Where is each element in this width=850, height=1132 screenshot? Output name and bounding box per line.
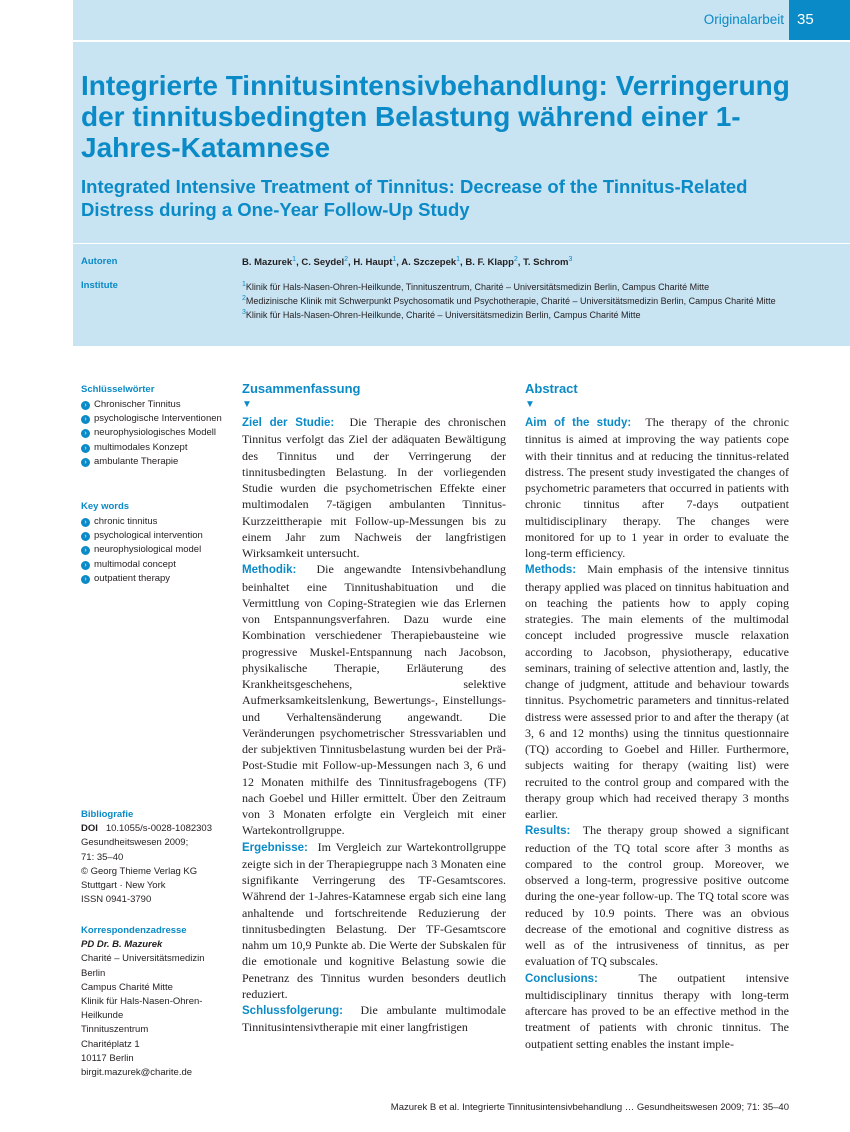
author-affiliation-mark: 1: [392, 256, 397, 263]
keyword-item: [81, 426, 231, 440]
keyword-text: chronic tinnitus: [94, 516, 158, 527]
author-affiliation-mark: 1: [456, 256, 461, 263]
doi-label: DOI: [81, 823, 98, 835]
abstract-section-label: Conclusions:: [525, 972, 598, 985]
keyword-text: multimodal concept: [94, 558, 176, 570]
abstract-paragraph: [525, 970, 789, 1052]
institute-line: [242, 279, 802, 293]
bibliography-line: Stuttgart · New York: [81, 880, 166, 892]
abstract-section-label: Aim of the study:: [525, 417, 632, 429]
keyword-item: [81, 441, 231, 455]
abstract-section-label: Ergebnisse:: [242, 841, 308, 854]
bibliography-line: ISSN 0941-3790: [81, 894, 152, 906]
author-separator: ,: [348, 257, 354, 269]
section-label: Originalarbeit: [703, 12, 784, 27]
abstract-section-text: Die Therapie des chronischen Tinnitus verfolgt das Ziel der adäquaten Bewältigung des Tinnitus und der Verringerung der tinnitusbedingten Belastung. In der vorliegenden Studie wurden die psychometrischen Effekte einer multimodalen 7-tägigen ambulanten Tinnitus-Kurzzeittherapie mit Follow-up-Messungen bis zu einem Jahr zum Nachweis der langfristigen Wirksamkeit untersucht.: [242, 415, 506, 560]
summary-de-body: [242, 414, 506, 1036]
page-number: 35: [789, 0, 850, 40]
abstract-section-label: Methods:: [525, 564, 577, 577]
bibliography-line: © Georg Thieme Verlag KG: [81, 865, 198, 877]
correspondence-line: 10117 Berlin: [81, 1052, 134, 1064]
keyword-item: [81, 515, 231, 529]
institute-text: Klinik für Hals-Nasen-Ohren-Heilkunde, Tinnituszentrum, Charité – Universitätsmedizin Berlin, Campus Charité Mitte: [245, 282, 710, 292]
keywords-en-list: [81, 515, 231, 586]
author-affiliation-mark: 2: [344, 256, 349, 263]
keyword-text: Chronischer Tinnitus: [94, 399, 181, 410]
bullet-arrow-icon: ›: [81, 561, 90, 570]
abstract-section-text: Im Vergleich zur Wartekontrollgruppe zeigte sich in der Therapiegruppe nach 3 Monaten eine signifikante Verringerung des TF-Gesamtscores. Während der 1-Jahres-Katamnese ergab sich eine lang anhaltende und fortschreitende Reduzierung der tinnitusbedingten Belastung. Der TF-Gesamtscore nahm um 10,9 Punkte ab. Die Werte der Subskalen für die emotionale und kognitive Belastung sowie die Penetranz des Tinnitus wurden besonders deutlich reduziert.: [242, 839, 506, 1001]
keywords-de-heading: Schlüsselwörter: [81, 384, 155, 395]
abstract-paragraph: [525, 561, 789, 822]
bibliography-block: [81, 808, 231, 907]
keyword-text: neurophysiologisches Modell: [94, 427, 216, 439]
summary-de-marker-icon: ▼: [242, 399, 252, 410]
author-affiliation-mark: 3: [568, 256, 573, 263]
institute-line: [242, 293, 802, 307]
institute-mark: 1: [242, 281, 246, 288]
abstract-paragraph: [242, 1002, 506, 1036]
abstract-section-label: Schlussfolgerung:: [242, 1005, 343, 1017]
abstract-section-label: Ziel der Studie:: [242, 417, 335, 429]
header-divider: [73, 40, 850, 42]
bullet-arrow-icon: ›: [81, 401, 90, 410]
correspondence-heading: Korrespondenzadresse: [81, 925, 187, 936]
institute-line: [242, 307, 802, 321]
institute-mark: 3: [242, 309, 246, 316]
keywords-en-heading: Key words: [81, 501, 130, 512]
keyword-item: [81, 398, 231, 412]
institute-text: Klinik für Hals-Nasen-Ohren-Heilkunde, Charité – Universitätsmedizin Berlin, Campus Charité Mitte: [245, 310, 641, 320]
abstract-section-label: Methodik:: [242, 564, 297, 577]
abstract-en-heading: Abstract: [525, 381, 578, 396]
doi-value: 10.1055/s-0028-1082303: [105, 823, 212, 835]
abstract-paragraph: [525, 414, 789, 561]
author-separator: ,: [396, 257, 402, 269]
author-name: A. Szczepek: [401, 257, 457, 269]
keyword-text: psychological intervention: [94, 530, 203, 542]
doi-line: [81, 822, 231, 836]
article-title-en: Integrated Intensive Treatment of Tinnitus: Decrease of the Tinnitus-Related Distress during a One-Year Follow-Up Study: [81, 176, 748, 220]
correspondence-line: birgit.mazurek@charite.de: [81, 1067, 193, 1079]
abstract-paragraph: [525, 822, 789, 969]
bullet-arrow-icon: ›: [81, 575, 90, 584]
correspondence-lines: [81, 952, 231, 1080]
meta-divider: [73, 243, 850, 244]
author-name: H. Haupt: [353, 257, 393, 269]
keyword-item: [81, 543, 231, 557]
correspondence-line: Charitéplatz 1: [81, 1038, 140, 1050]
abstract-paragraph: [242, 561, 506, 838]
institutes-label: Institute: [81, 280, 118, 291]
author-name: B. Mazurek: [242, 257, 293, 269]
authors-label: Autoren: [81, 256, 118, 267]
author-separator: ,: [517, 257, 524, 269]
abstract-en-marker-icon: ▼: [525, 399, 535, 410]
abstract-section-text: Die angewandte Intensivbehandlung beinhaltet eine Tinnitushabituation und die Vermittlung von Coping-Strategien wie das Erlernen von Entspannungsverfahren. Dazu wurde eine Kombination verschiedener Therapiebausteine wie progressive Muskel-Entspannung nach Jacobson, physikalische Therapie, Erläuterung des Krankheitsgeschehens, selektive Aufmerksamkeitslenkung, Bewertungs-, Einstellungs- und Verhaltensänderung angewandt. Die Veränderungen psychometrischer Stressvariablen und der subjektiven Tinnitusbelastung wurden bei der Prä-Post-Studie mit Follow-up-Messungen nach 3, 6 und 12 Monaten mithilfe des Tinnitusfragebogens (TF) nach Goebel und Hiller ermittelt. Über den Zeitraum von 3 Monaten erfolgte ein Vergleich mit einer Wartekontrollgruppe.: [242, 562, 506, 838]
abstract-section-text: The outpatient intensive multidisciplinary tinnitus therapy with long-term aftercare has proved to be an effective method in the treatment of patients with chronic tinnitus. The outpatient setting enables the instant imple-: [525, 970, 789, 1051]
keyword-text: multimodales Konzept: [94, 441, 188, 453]
keyword-text: neurophysiological model: [94, 544, 202, 556]
institute-text: Medizinische Klinik mit Schwerpunkt Psychosomatik und Psychotherapie, Charité – Universitätsmedizin Berlin, Campus Charité Mitte: [245, 296, 776, 306]
correspondence-line: Klinik für Hals-Nasen-Ohren-: [81, 996, 203, 1008]
keyword-item: [81, 558, 231, 572]
author-separator: ,: [296, 257, 302, 269]
author-list: [242, 256, 572, 268]
author-name: C. Seydel: [301, 257, 345, 269]
bibliography-heading: Bibliografie: [81, 809, 134, 820]
institute-list: [242, 279, 802, 321]
bibliography-line: Gesundheitswesen 2009;: [81, 837, 189, 849]
keyword-text: ambulante Therapie: [94, 455, 179, 467]
author-name: T. Schrom: [523, 257, 569, 269]
author-affiliation-mark: 2: [513, 256, 518, 263]
institute-mark: 2: [242, 295, 246, 302]
abstract-paragraph: [242, 839, 506, 1003]
keyword-item: [81, 529, 231, 543]
bullet-arrow-icon: ›: [81, 444, 90, 453]
author-separator: ,: [460, 257, 466, 269]
correspondence-line: Heilkunde: [81, 1010, 124, 1022]
bullet-arrow-icon: ›: [81, 458, 90, 467]
correspondence-line: Campus Charité Mitte: [81, 981, 173, 993]
bullet-arrow-icon: ›: [81, 415, 90, 424]
keyword-item: [81, 572, 231, 586]
correspondence-name: PD Dr. B. Mazurek: [81, 939, 163, 951]
correspondence-line: Tinnituszentrum: [81, 1024, 149, 1036]
bullet-arrow-icon: ›: [81, 546, 90, 555]
summary-de-heading: Zusammenfassung: [242, 381, 361, 396]
bullet-arrow-icon: ›: [81, 518, 90, 527]
article-title-de: Integrierte Tinnitusintensivbehandlung: Verringerung der tinnitusbedingten Belastung während einer 1-Jahres-Katamnese: [81, 70, 790, 163]
abstract-section-label: Results:: [525, 825, 571, 838]
bibliography-line: 71: 35–40: [81, 851, 124, 863]
keyword-item: [81, 455, 231, 469]
keyword-text: outpatient therapy: [94, 572, 171, 584]
abstract-section-text: Die ambulante multimodale Tinnitusintensivtherapie mit einer langfristigen: [242, 1003, 507, 1035]
abstract-section-text: The therapy group showed a significant reduction of the TQ total score after 3 months as compared to the control group. Moreover, we observed a long-term, progressive positive outcome during the one-year follow-up. The TQ total score was reduced by 10.9 points. There was an obvious decrease of the emotional and cognitive distress as well as of the intrusiveness of tinnitus, as per evaluation of TQ subscales.: [525, 823, 790, 969]
abstract-section-text: The therapy of the chronic tinnitus is aimed at improving the way patients cope with their tinnitus and at reducing the tinnitus-related distress. The present study investigated the changes of psychometric parameters that occurred in patients with chronic tinnitus after 7-days outpatient multidisciplinary therapy. The changes were monitored for up to 1 year in order to evaluate the long-term efficiency.: [525, 415, 790, 560]
correspondence-line: Berlin: [81, 967, 106, 979]
correspondence-block: [81, 924, 231, 1080]
abstract-en-body: [525, 414, 789, 1052]
author-affiliation-mark: 1: [292, 256, 297, 263]
bibliography-lines: [81, 836, 231, 907]
abstract-paragraph: [242, 414, 506, 561]
keyword-text: psychologische Interventionen: [94, 413, 222, 425]
correspondence-line: Charité – Universitätsmedizin: [81, 953, 205, 965]
keyword-item: [81, 412, 231, 426]
bullet-arrow-icon: ›: [81, 532, 90, 541]
page-footer: Mazurek B et al. Integrierte Tinnitusintensivbehandlung … Gesundheitswesen 2009; 71: 35–40: [390, 1102, 789, 1113]
bullet-arrow-icon: ›: [81, 429, 90, 438]
abstract-section-text: Main emphasis of the intensive tinnitus therapy applied was placed on tinnitus habituation and on teaching the patients how to apply coping strategies. The main elements of the multimodal concept included progressive muscle relaxation according to Jacobson, physiotherapy, educative seminars, training of selective attention and, lastly, the change of judgment, attitude and behaviour towards tinnitus. Psychometric parameters and tinnitus-related distress were assessed prior to and after the therapy (at 3, 6 and 12 months) using the tinnitus questionnaire (TQ) according to Goebel and Hiller. Furthermore, subjects waiting for therapy (waiting list) were recruited to the control group and compared with the therapy group which had received therapy 3 months earlier.: [525, 562, 790, 821]
keywords-de-list: [81, 398, 231, 469]
author-name: B. F. Klapp: [465, 257, 514, 269]
